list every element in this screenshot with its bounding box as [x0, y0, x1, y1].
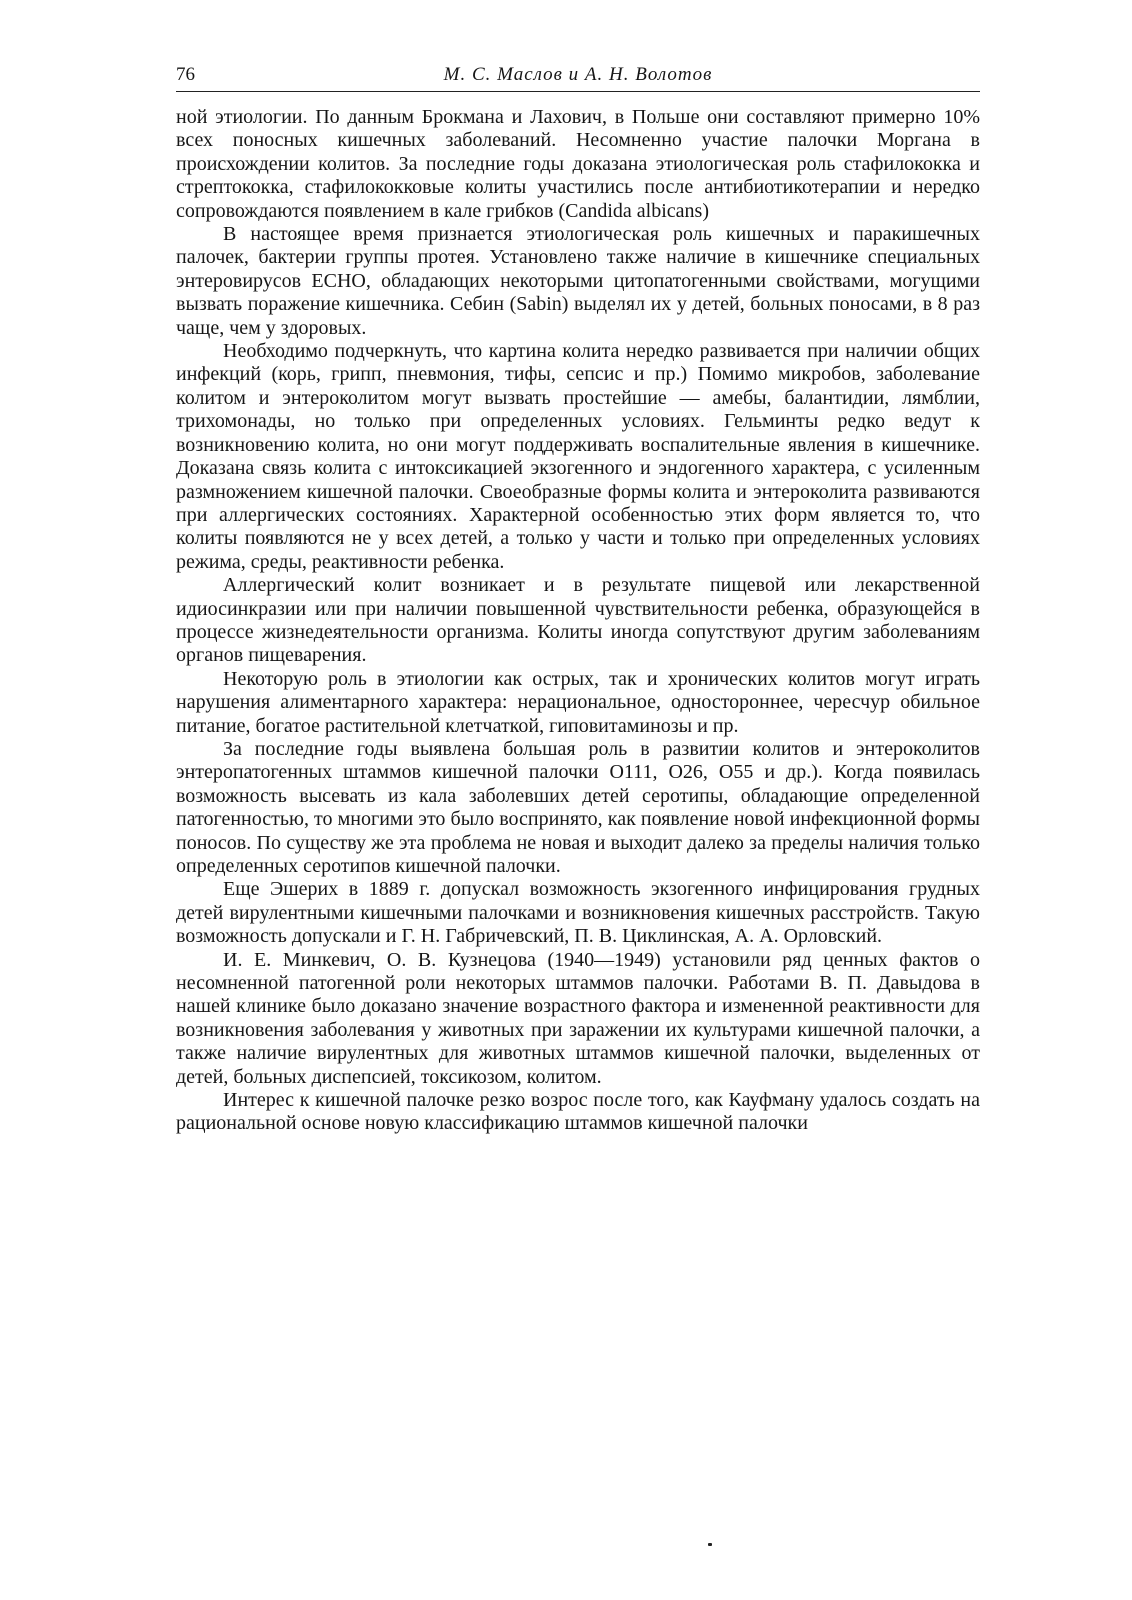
paragraph: Необходимо подчеркнуть, что картина колита нередко развивается при наличии общих инфекций (корь, грипп, пневмония, тифы, сепсис и пр.) Помимо микробов, заболевание колитом и энтероколитом могут вызвать простейшие — амебы, балантидии, лямблии, трихомонады, но только при определенных условиях. Гельминты редко ведут к возникновению колита, но они могут поддерживать воспалительные явления в кишечнике. Доказана связь колита с интоксикацией экзогенного и эндогенного характера, с усиленным размножением кишечной палочки. Своеобразные формы колита и энтероколита развиваются при аллергических состояниях. Характерной особенностью этих форм является то, что колиты появляются не у всех детей, а только у части и только при определенных условиях режима, среды, реактивности ребенка.	[176, 340, 980, 573]
running-title: М. С. Маслов и А. Н. Волотов	[443, 64, 713, 85]
paragraph: В настоящее время признается этиологическая роль кишечных и паракишечных палочек, бактерии группы протея. Установлено также наличие в кишечнике специальных энтеровирусов ЕСНО, обладающих некоторыми цитопатогенными свойствами, могущими вызвать поражение кишечника. Себин (Sabin) выделял их у детей, больных поносами, в 8 раз чаще, чем у здоровых.	[176, 223, 980, 339]
paragraph: Интерес к кишечной палочке резко возрос после того, как Кауфману удалось создать на рациональной основе новую классификацию штаммов кишечной палочки	[176, 1089, 980, 1135]
running-head	[176, 62, 980, 88]
paragraph: Еще Эшерих в 1889 г. допускал возможность экзогенного инфицирования грудных детей вирулентными кишечными палочками и возникновения кишечных расстройств. Такую возможность допускали и Г. Н. Габричевский, П. В. Циклинская, А. А. Орловский.	[176, 878, 980, 948]
page	[176, 62, 980, 1136]
page-number: 76	[176, 64, 195, 85]
print-speck	[708, 1543, 712, 1546]
header-rule	[176, 91, 980, 92]
paragraph: За последние годы выявлена большая роль в развитии колитов и энтероколитов энтеропатогенных штаммов кишечной палочки О111, О26, О55 и др.). Когда появилась возможность высевать из кала заболевших детей серотипы, обладающие определенной патогенностью, то многими это было воспринято, как появление новой инфекционной формы поносов. По существу же эта проблема не новая и выходит далеко за пределы наличия только определенных серотипов кишечной палочки.	[176, 737, 980, 877]
paragraph: И. Е. Минкевич, О. В. Кузнецова (1940—1949) установили ряд ценных фактов о несомненной патогенной роли некоторых штаммов палочки. Работами В. П. Давыдова в нашей клинике было доказано значение возрастного фактора и измененной реактивности для возникновения заболевания у животных при заражении их культурами кишечной палочки, а также наличие вирулентных для животных штаммов кишечной палочки, выделенных от детей, больных диспепсией, токсикозом, колитом.	[176, 948, 980, 1088]
body-text	[176, 106, 980, 1136]
paragraph: ной этиологии. По данным Брокмана и Лахович, в Польше они составляют примерно 10% всех поносных кишечных заболеваний. Несомненно участие палочки Моргана в происхождении колитов. За последние годы доказана этиологическая роль стафилококка и стрептококка, стафилококковые колиты участились после антибиотикотерапии и нередко сопровождаются появлением в кале грибков (Candida albicans)	[176, 106, 980, 222]
paragraph: Некоторую роль в этиологии как острых, так и хронических колитов могут играть нарушения алиментарного характера: нерациональное, одностороннее, чересчур обильное питание, богатое растительной клетчаткой, гиповитаминозы и пр.	[176, 667, 980, 737]
paragraph: Аллергический колит возникает и в результате пищевой или лекарственной идиосинкразии или при наличии повышенной чувствительности ребенка, образующейся в процессе жизнедеятельности организма. Колиты иногда сопутствуют другим заболеваниям органов пищеварения.	[176, 574, 980, 667]
